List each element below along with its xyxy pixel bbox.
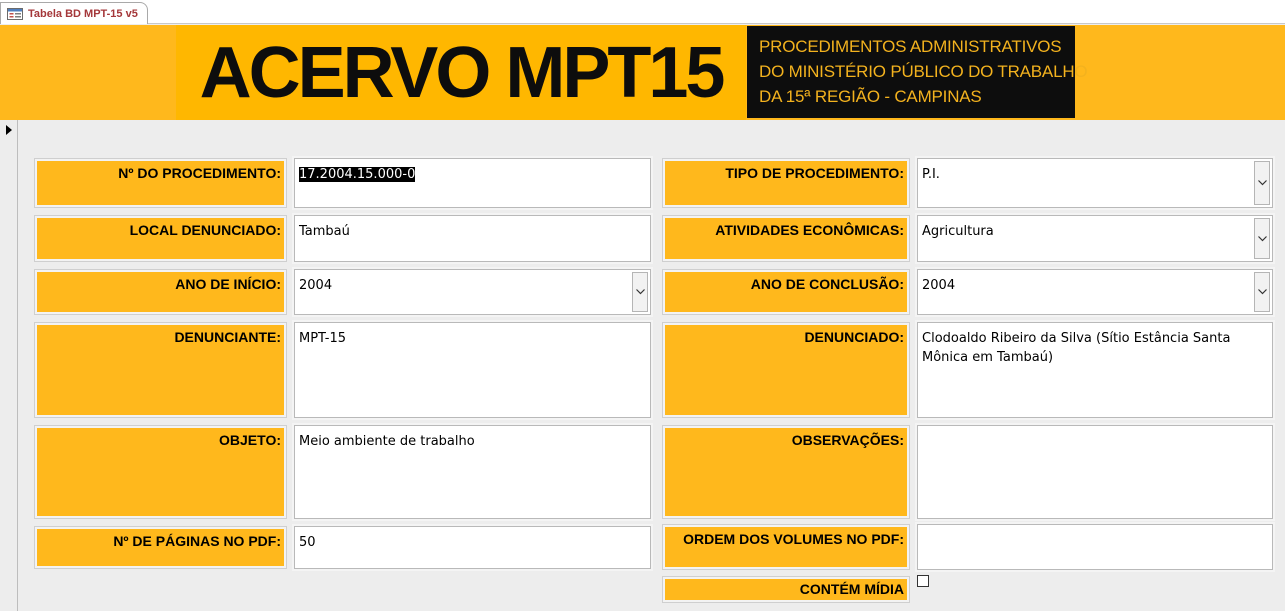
ano-conclusao-label: ANO DE CONCLUSÃO: <box>662 269 910 315</box>
ano-conclusao-combobox[interactable] <box>917 269 1273 315</box>
observacoes-field[interactable] <box>917 425 1273 519</box>
ano-inicio-value: 2004 <box>299 278 333 293</box>
atividades-economicas-combobox[interactable] <box>917 215 1273 262</box>
contem-midia-label: CONTÉM MÍDIA <box>662 576 910 603</box>
record-selector[interactable] <box>0 120 18 611</box>
ano-inicio-combobox[interactable] <box>294 269 651 315</box>
local-denunciado-value: Tambaú <box>299 224 350 239</box>
observacoes-label: OBSERVAÇÕES: <box>662 425 910 519</box>
objeto-value: Meio ambiente de trabalho <box>299 434 475 449</box>
denunciante-value: MPT-15 <box>299 331 347 346</box>
paginas-pdf-field[interactable] <box>294 526 651 569</box>
denunciado-value: Clodoaldo Ribeiro da Silva (Sítio Estância Santa Mônica em Tambaú) <box>922 331 1235 365</box>
paginas-pdf-value: 50 <box>299 535 316 550</box>
atividades-economicas-dropdown-button[interactable] <box>1254 218 1270 259</box>
banner-subtitle-line-1: PROCEDIMENTOS ADMINISTRATIVOS <box>759 37 1062 56</box>
tipo-procedimento-combobox[interactable] <box>917 158 1273 208</box>
ano-conclusao-dropdown-button[interactable] <box>1254 272 1270 312</box>
ordem-volumes-label: ORDEM DOS VOLUMES NO PDF: <box>662 524 910 570</box>
denunciado-field[interactable] <box>917 322 1273 418</box>
objeto-label: OBJETO: <box>34 425 287 519</box>
numero-procedimento-field[interactable] <box>294 158 651 208</box>
denunciado-label: DENUNCIADO: <box>662 322 910 418</box>
banner-title: ACERVO MPT15 <box>199 32 723 113</box>
numero-procedimento-label: Nº DO PROCEDIMENTO: <box>34 158 287 208</box>
atividades-economicas-value: Agricultura <box>922 224 994 239</box>
tipo-procedimento-dropdown-button[interactable] <box>1254 161 1270 205</box>
tipo-procedimento-value: P.I. <box>922 167 940 182</box>
objeto-field[interactable] <box>294 425 651 519</box>
ano-inicio-dropdown-button[interactable] <box>632 272 648 312</box>
numero-procedimento-value: 17.2004.15.000-0 <box>299 167 416 182</box>
denunciante-label: DENUNCIANTE: <box>34 322 287 418</box>
banner-title-block <box>176 25 746 120</box>
banner-subtitle-line-2: DO MINISTÉRIO PÚBLICO DO TRABALHO <box>759 62 1088 81</box>
ordem-volumes-field[interactable] <box>917 524 1273 570</box>
tipo-procedimento-label: TIPO DE PROCEDIMENTO: <box>662 158 910 208</box>
paginas-pdf-label: Nº DE PÁGINAS NO PDF: <box>34 526 287 569</box>
banner-subtitle-block <box>747 26 1088 118</box>
chevron-down-icon <box>1258 289 1267 295</box>
form-header-banner <box>0 25 1285 120</box>
current-record-arrow-icon <box>6 125 12 135</box>
form-icon <box>7 8 23 20</box>
ano-conclusao-value: 2004 <box>922 278 956 293</box>
local-denunciado-label: LOCAL DENUNCIADO: <box>34 215 287 262</box>
document-tab-strip <box>0 0 1285 24</box>
ano-inicio-label: ANO DE INÍCIO: <box>34 269 287 315</box>
chevron-down-icon <box>1258 180 1267 186</box>
chevron-down-icon <box>636 289 645 295</box>
chevron-down-icon <box>1258 236 1267 242</box>
atividades-economicas-label: ATIVIDADES ECONÔMICAS: <box>662 215 910 262</box>
contem-midia-checkbox[interactable] <box>917 575 929 587</box>
banner-subtitle-line-3: DA 15ª REGIÃO - CAMPINAS <box>759 87 982 106</box>
document-tab[interactable] <box>0 2 148 24</box>
local-denunciado-field[interactable] <box>294 215 651 262</box>
denunciante-field[interactable] <box>294 322 651 418</box>
document-tab-label: Tabela BD MPT-15 v5 <box>28 7 138 20</box>
